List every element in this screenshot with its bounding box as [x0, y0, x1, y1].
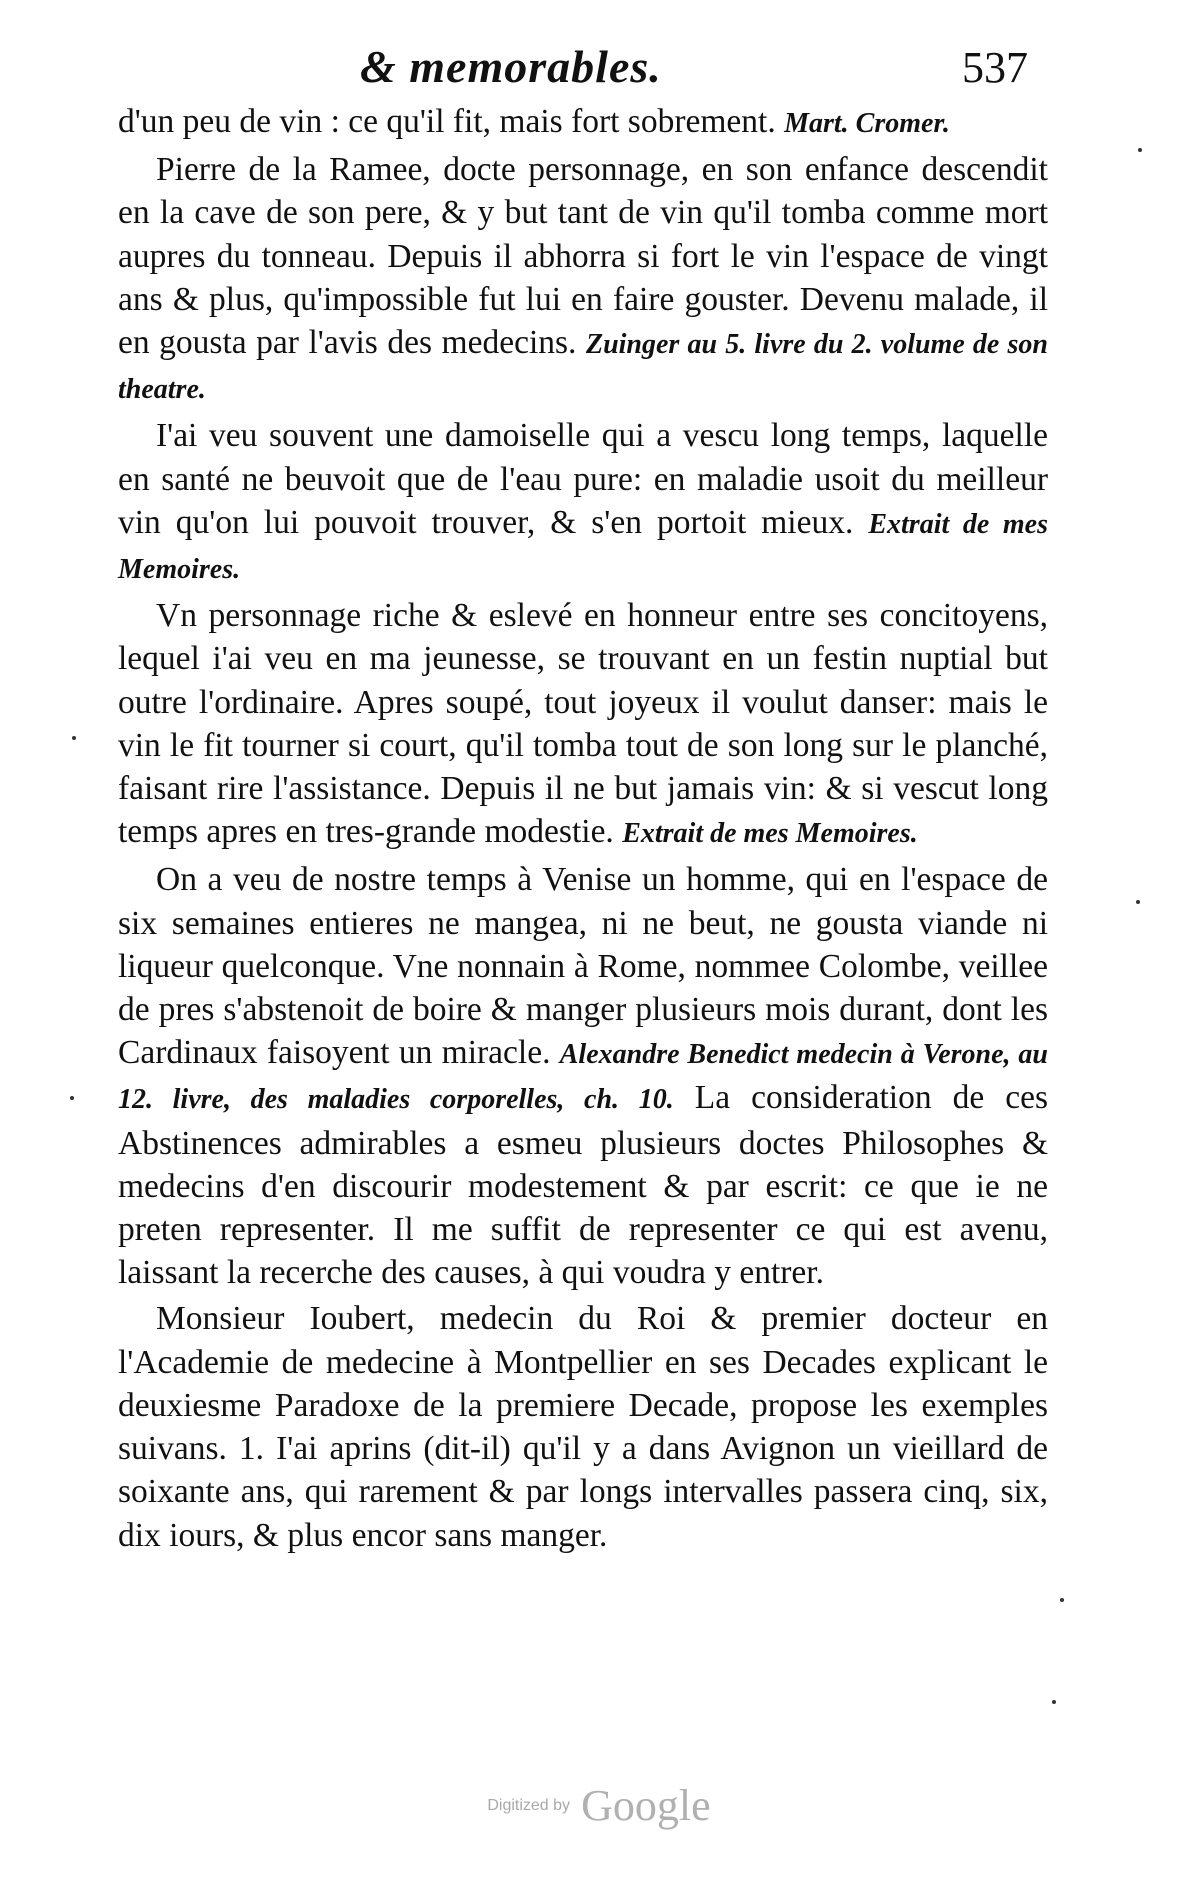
source-citation: Alexandre Benedict medecin à Verone, au 12. livre, des maladies corporelles, ch. 10.: [118, 1039, 1048, 1116]
running-title: & memorables.: [360, 41, 662, 92]
body-text: [118, 100, 1048, 1557]
scan-speck: [72, 736, 76, 740]
source-citation: Extrait de mes Memoires.: [118, 508, 1048, 586]
paragraph: [118, 414, 1048, 591]
google-logo: Google: [581, 1781, 711, 1830]
paragraph: [118, 100, 1048, 145]
paragraph: [118, 858, 1048, 1294]
paragraph-text: On a veu de nostre temps à Venise un homme, qui en l'espace de six semaines entieres ne mangea, ni ne beut, ne gousta viande ni liqueur quelconque. Vne nonnain à Rome, nommee Colombe, veillee de pres s'abstenoit de boire & manger plusieurs mois durant, dont les Cardinaux faisoyent un miracle.: [118, 861, 1048, 1072]
scan-speck: [70, 1096, 74, 1100]
digitized-watermark: [0, 1780, 1198, 1831]
paragraph-text: Vn personnage riche & eslevé en honneur entre ses concitoyens, lequel i'ai veu en ma jeunesse, se trouvant en un festin nuptial but outre l'ordinaire. Apres soupé, tout joyeux il voulut danser: mais le vin le fit tourner si court, qu'il tomba tout de son long sur le planché, faisant rire l'assistance. Depuis il ne but jamais vin: & si vescut long temps apres en tres-grande modestie.: [118, 597, 1048, 851]
paragraph: [118, 594, 1048, 855]
source-citation: Extrait de mes Memoires.: [622, 818, 918, 850]
scan-speck: [1060, 1598, 1064, 1602]
paragraph: [118, 148, 1048, 411]
paragraph-text: I'ai veu souvent une damoiselle qui a vescu long temps, laquelle en santé ne beuvoit que de l'eau pure: en maladie usoit du meilleur vin qu'on lui pouvoit trouver, & s'en portoit mieux.: [118, 417, 1048, 541]
paragraph-text: Pierre de la Ramee, docte personnage, en son enfance descendit en la cave de son pere, & y but tant de vin qu'il tomba comme mort aupres du tonneau. Depuis il abhorra si fort le vin l'espace de vingt ans & plus, qu'impossible fut lui en faire gouster. Devenu malade, il en gousta par l'avis des medecins.: [118, 151, 1048, 362]
digitized-by-label: Digitized by: [487, 1796, 571, 1814]
paragraph-text-continued: La consideration de ces Abstinences admirables a esmeu plusieurs doctes Philosophes & medecins d'en discourir modestement & par escrit: ce que ie ne preten representer. Il me suffit de representer ce qui est avenu, laissant la recerche des causes, à qui voudra y entrer.: [118, 1079, 1049, 1292]
source-citation: Mart. Cromer.: [784, 108, 950, 139]
scan-speck: [1052, 1700, 1056, 1704]
paragraph-text: d'un peu de vin : ce qu'il fit, mais fort sobrement.: [118, 103, 776, 140]
paragraph-text: Monsieur Ioubert, medecin du Roi & premier docteur en l'Academie de medecine à Montpellier en ses Decades explicant le deuxiesme Paradoxe de la premiere Decade, propose les exemples suivans. 1. I'ai aprins (dit-il) qu'il y a dans Avignon un vieillard de soixante ans, qui rarement & par longs intervalles passera cinq, six, dix iours, & plus encor sans manger.: [118, 1300, 1048, 1554]
page-number: 537: [962, 43, 1028, 92]
scan-speck: [1138, 148, 1142, 152]
source-citation: Zuinger au 5. livre du 2. volume de son theatre.: [118, 329, 1048, 406]
running-head: [360, 40, 1138, 100]
paragraph: [118, 1297, 1048, 1556]
scan-speck: [1136, 900, 1140, 904]
